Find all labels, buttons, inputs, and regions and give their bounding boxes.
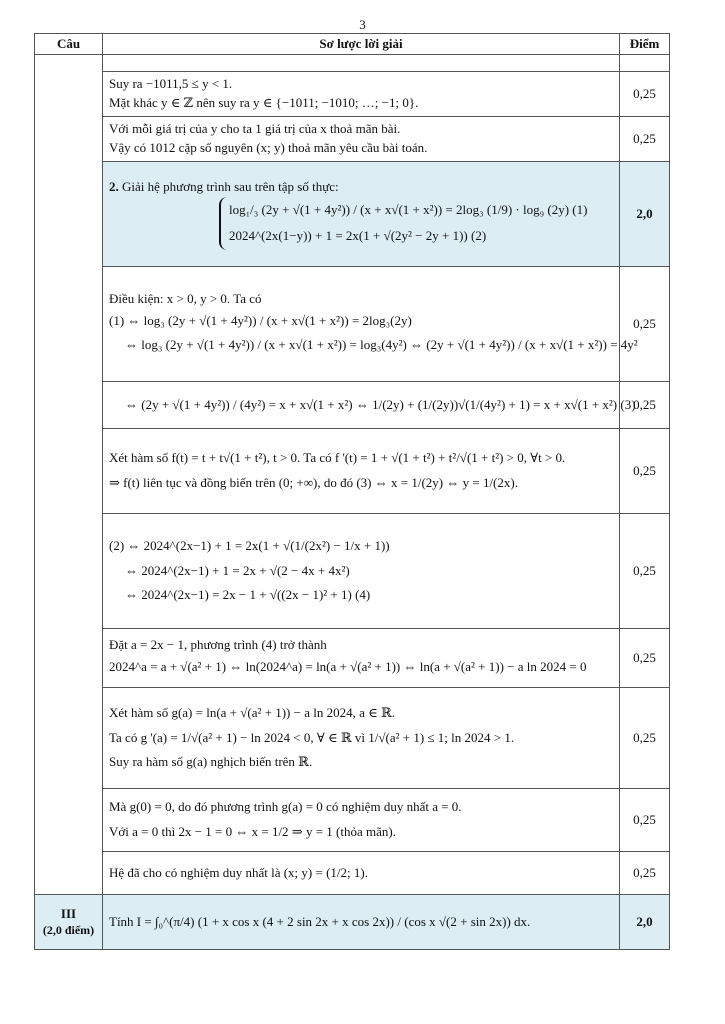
- solution-line: (2) ⇔ 2024^(2x−1) + 1 = 2x(1 + √(1/(2x²) − 1/x + 1)): [109, 537, 390, 553]
- solution-table: [34, 33, 670, 950]
- points-cell: 0,25: [620, 629, 670, 688]
- solution-line: Suy ra hàm số g(a) nghịch biến trên ℝ.: [109, 754, 313, 770]
- solution-line: Với mỗi giá trị của y cho ta 1 giá trị của x thoả mãn bài.: [109, 121, 401, 137]
- table-row-problem: [35, 162, 670, 267]
- solution-line: Mà g(0) = 0, do đó phương trình g(a) = 0 có nghiệm duy nhất a = 0.: [109, 799, 462, 815]
- table-row: [35, 789, 670, 852]
- problem-number: 2.: [109, 178, 119, 194]
- points-cell: 0,25: [620, 789, 670, 852]
- solution-line: Ta có g '(a) = 1/√(a² + 1) − ln 2024 < 0, ∀ ∈ ℝ vì 1/√(a² + 1) ≤ 1; ln 2024 > 1.: [109, 729, 515, 745]
- points-cell: 2,0: [620, 162, 670, 267]
- table-row: [35, 688, 670, 789]
- solution-line: 2024^a = a + √(a² + 1) ⇔ ln(2024^a) = ln(a + √(a² + 1)) ⇔ ln(a + √(a² + 1)) − a ln 2024 = 0: [109, 659, 587, 674]
- solution-line: Xét hàm số f(t) = t + t√(1 + t²), t > 0. Ta có f '(t) = 1 + √(1 + t²) + t²/√(1 + t²) > 0, ∀t > 0.: [109, 450, 566, 466]
- table-row: [35, 72, 670, 117]
- cau-cell-blank: [35, 55, 103, 895]
- solution-line: Với a = 0 thì 2x − 1 = 0 ⇔ x = 1/2 ⇒ y = 1 (thỏa mãn).: [109, 824, 396, 839]
- header-points: Điểm: [620, 34, 670, 55]
- table-row: [35, 117, 670, 162]
- solution-line: (1) ⇔ log₃ (2y + √(1 + 4y²)) / (x + x√(1 + x²)) = 2log₃(2y): [109, 312, 412, 328]
- section-number: III: [60, 905, 77, 921]
- points-cell: 0,25: [620, 514, 670, 629]
- solution-line: ⇔ 2024^(2x−1) = 2x − 1 + √((2x − 1)² + 1) (4): [125, 587, 371, 603]
- points-cell: 0,25: [620, 688, 670, 789]
- table-row: [35, 382, 670, 429]
- table-row: [35, 852, 670, 895]
- solution-line: ⇒ f(t) liên tục và đồng biến trên (0; +∞), do đó (3) ⇔ x = 1/(2y) ⇔ y = 1/(2x).: [109, 475, 518, 490]
- section-cell: [35, 895, 103, 950]
- page-number: 3: [359, 17, 366, 32]
- solution-line: ⇔ 2024^(2x−1) + 1 = 2x + √(2 − 4x + 4x²): [125, 562, 350, 578]
- problem-title: Giải hệ phương trình sau trên tập số thực:: [122, 178, 339, 194]
- table-header: [35, 34, 670, 55]
- equation-2: 2024^(2x(1−y)) + 1 = 2x(1 + √(2y² − 2y + 1)) (2): [229, 228, 487, 244]
- solution-line: ⇔ log₃ (2y + √(1 + 4y²)) / (x + x√(1 + x²)) = log₃(4y²) ⇔ (2y + √(1 + 4y²)) / (x + x√(1 + x²)) = 4y²: [125, 337, 638, 353]
- table-row-spacer: [35, 55, 670, 72]
- table-row: [35, 629, 670, 688]
- header-solution: Sơ lược lời giải: [103, 34, 620, 55]
- points-cell: 0,25: [620, 852, 670, 895]
- solution-line: Vậy có 1012 cặp số nguyên (x; y) thoả mãn yêu cầu bài toán.: [109, 140, 428, 155]
- points-cell: 0,25: [620, 72, 670, 117]
- points-cell: 0,25: [620, 117, 670, 162]
- solution-line: Đặt a = 2x − 1, phương trình (4) trở thành: [109, 637, 327, 653]
- solution-line: Suy ra −1011,5 ≤ y < 1.: [109, 76, 233, 92]
- table-row: [35, 514, 670, 629]
- points-cell: 0,25: [620, 382, 670, 429]
- equation-1: log₁/₃ (2y + √(1 + 4y²)) / (x + x√(1 + x²)) = 2log₃ (1/9) · log₉ (2y) (1): [229, 201, 588, 217]
- solution-line: Điều kiện: x > 0, y > 0. Ta có: [109, 290, 262, 306]
- solution-line: Mặt khác y ∈ ℤ nên suy ra y ∈ {−1011; −1010; …; −1; 0}.: [109, 95, 419, 110]
- points-cell: 2,0: [620, 895, 670, 950]
- solution-line: ⇔ (2y + √(1 + 4y²)) / (4y²) = x + x√(1 + x²) ⇔ 1/(2y) + (1/(2y))√(1/(4y²) + 1) = x + x√(1 + x²) (3): [125, 396, 636, 412]
- solution-line: Hệ đã cho có nghiệm duy nhất là (x; y) = (1/2; 1).: [109, 864, 368, 880]
- points-cell: 0,25: [620, 429, 670, 514]
- solution-line: Xét hàm số g(a) = ln(a + √(a² + 1)) − a ln 2024, a ∈ ℝ.: [109, 704, 396, 720]
- section-points: (2,0 điểm): [42, 922, 95, 937]
- header-cau: Câu: [35, 34, 103, 55]
- table-row: [35, 429, 670, 514]
- solution-line: Tính I = ∫₀^(π/4) (1 + x cos x (4 + 2 sin 2x + x cos 2x)) / (cos x √(2 + sin 2x)) dx.: [109, 913, 531, 929]
- table-row-section: [35, 895, 670, 950]
- equation-system: [219, 197, 587, 251]
- table-row: [35, 267, 670, 382]
- points-cell: 0,25: [620, 267, 670, 382]
